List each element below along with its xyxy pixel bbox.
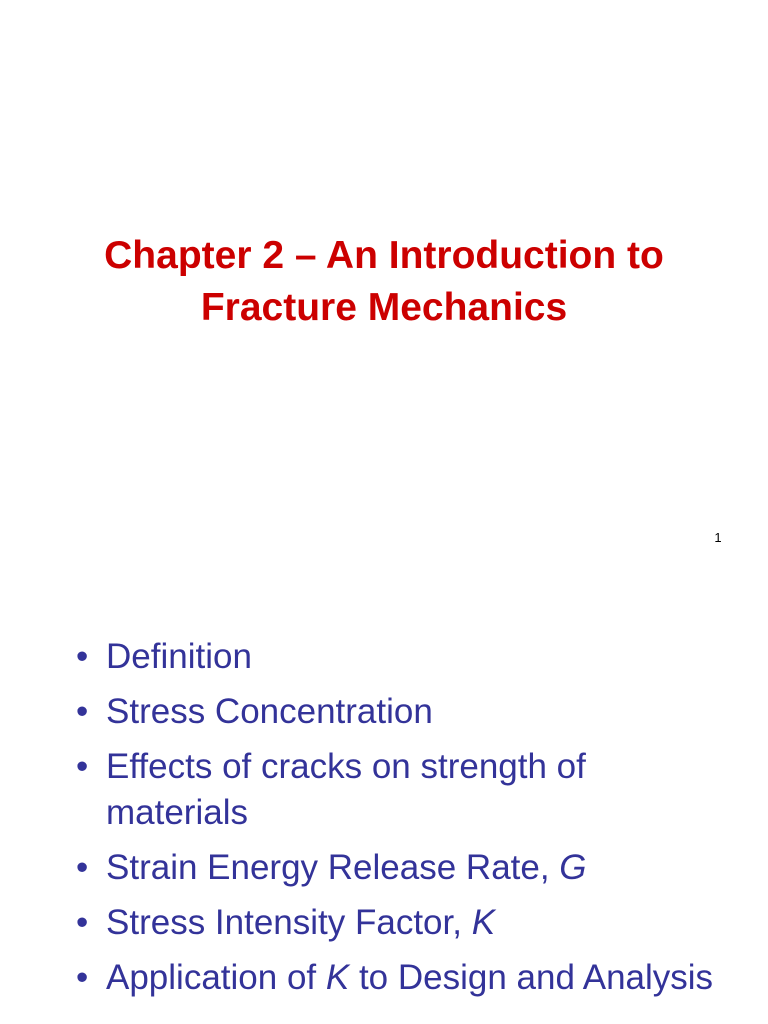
list-item-definition: [76, 634, 736, 680]
bullet-icon: •: [76, 637, 89, 676]
list-item-stress-concentration: [76, 689, 736, 735]
slide-title-line-1: Chapter 2 – An Introduction to: [104, 234, 664, 277]
list-item-text-after: to Design and Analysis: [349, 958, 714, 997]
list-item-application-of-k: [76, 955, 736, 1001]
list-item-text: Definition: [106, 637, 252, 676]
slide-title: [0, 230, 768, 334]
bullet-icon: •: [76, 848, 89, 887]
bullet-icon: •: [76, 747, 89, 786]
list-item-text: Stress Concentration: [106, 692, 433, 731]
topic-list: [76, 634, 736, 1010]
page-number: 1: [714, 530, 722, 545]
slide-title-line-2: Fracture Mechanics: [200, 286, 568, 329]
list-item-text: Application of: [106, 958, 326, 997]
list-item-text: Strain Energy Release Rate,: [106, 848, 560, 887]
list-item-text: Effects of cracks on strength of materials: [106, 747, 586, 832]
list-item-stress-intensity-factor: [76, 900, 736, 946]
list-item-text: Stress Intensity Factor,: [106, 903, 472, 942]
bullet-icon: •: [76, 692, 89, 731]
symbol-g: G: [559, 848, 587, 887]
bullet-icon: •: [76, 958, 89, 997]
list-item-strain-energy-release-rate: [76, 845, 736, 891]
symbol-k: K: [471, 903, 496, 942]
list-item-effects-of-cracks: [76, 744, 736, 836]
symbol-k: K: [325, 958, 350, 997]
bullet-icon: •: [76, 903, 89, 942]
